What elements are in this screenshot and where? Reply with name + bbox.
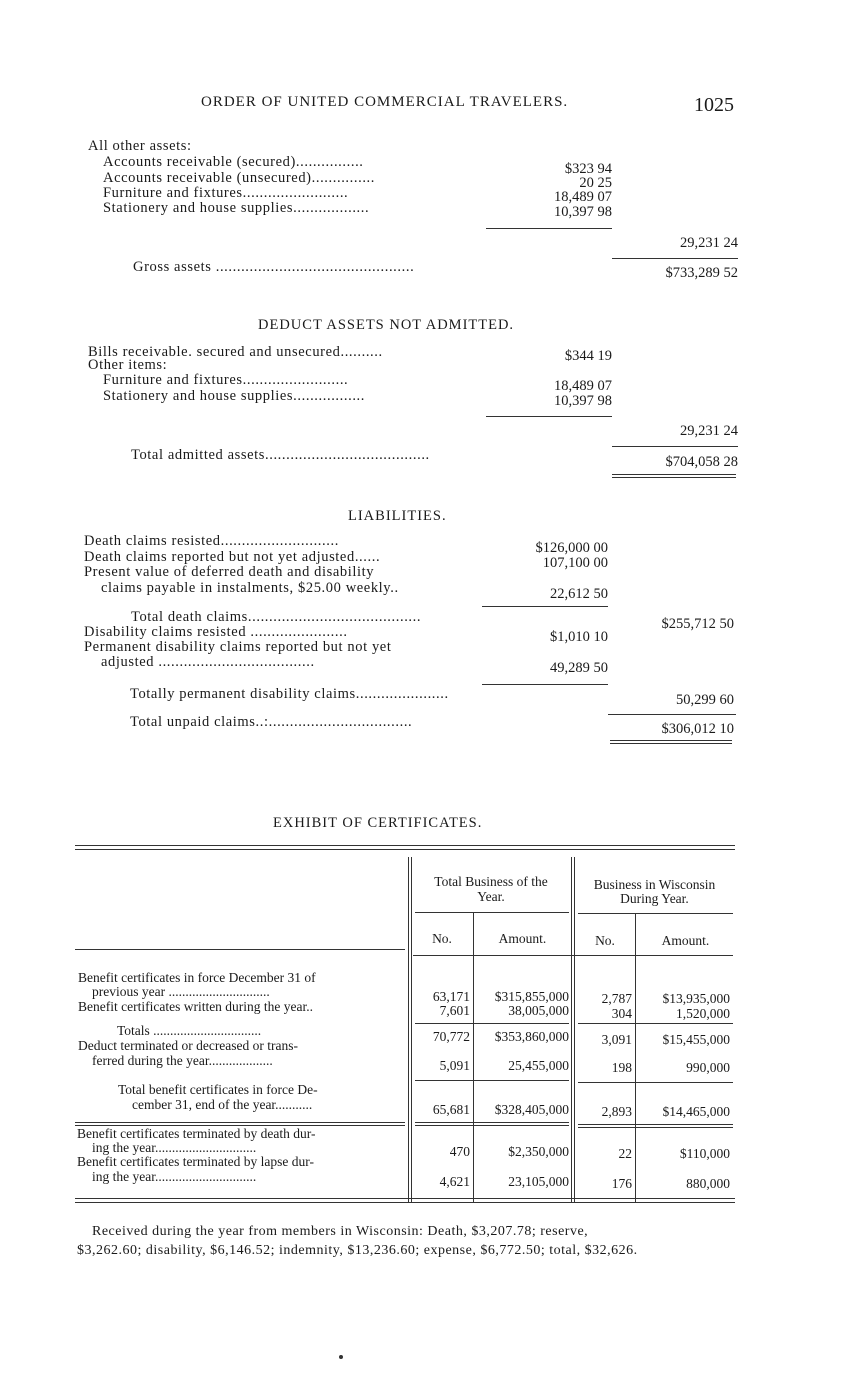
deduct-row-label: Stationery and house supplies................. [103,388,365,404]
bills-receivable-amount: $344 19 [564,348,612,364]
row-label: Benefit certificates terminated by lapse dur- [77,1154,315,1169]
cell-no: 4,621 [439,1174,470,1189]
asset-row-label: Furniture and fixtures......................... [103,185,349,201]
section-rule [578,1124,733,1125]
exhibit-heading: EXHIBIT OF CERTIFICATES. [273,815,483,831]
header-bottom-rule [75,949,405,950]
cell-amount: 23,105,000 [508,1174,569,1189]
death-resisted-amount: $126,000 00 [535,540,608,556]
column-rule [612,446,738,447]
present-value-label: Present value of deferred death and disability [84,564,375,580]
asset-row-amount: 10,397 98 [554,204,612,220]
receipts-note-line1: Received during the year from members in Wisconsin: Death, $3,207.78; reserve, [92,1224,589,1239]
cell-wisconsin-amount: $13,935,000 [662,991,730,1006]
receipts-note-line2: $3,262.60; disability, $6,146.52; indemnity, $13,236.60; expense, $6,772.50; total, $32,626. [77,1243,638,1258]
cell-wisconsin-amount: 880,000 [686,1176,730,1191]
deduct-heading: DEDUCT ASSETS NOT ADMITTED. [258,317,515,333]
header-bottom-rule [413,955,733,956]
cell-amount: 25,455,000 [508,1058,569,1073]
cell-wisconsin-no: 2,893 [601,1104,632,1119]
double-rule [610,740,732,744]
bills-receivable-label: Bills receivable. secured and unsecured.......... [88,344,383,360]
cell-wisconsin-no: 2,787 [601,991,632,1006]
row-label-cont: ing the year.............................. [92,1140,257,1155]
col-header-no: No. [595,933,615,948]
cell-amount: $328,405,000 [494,1102,569,1117]
cell-wisconsin-amount: 1,520,000 [676,1006,730,1021]
row-label: Totals ................................ [117,1023,262,1038]
cell-wisconsin-no: 176 [611,1176,632,1191]
subtotal-rule [415,1080,569,1081]
total-death-value: $255,712 50 [661,616,734,632]
total-death-label: Total death claims......................................... [131,609,422,625]
row-label: Deduct terminated or decreased or trans- [78,1038,299,1053]
double-rule [612,474,736,478]
table-bottom-rule [75,1198,735,1199]
column-rule [612,258,738,259]
subtotal-rule [578,1023,733,1024]
gross-assets-label: Gross assets ............................................... [133,259,415,275]
deduct-row-label: Furniture and fixtures......................... [103,372,349,388]
permanent-disability-label-cont: adjusted ..................................... [101,654,315,670]
deduct-row-amount: 10,397 98 [554,393,612,409]
table-bottom-rule [75,1202,735,1203]
gross-assets-value: $733,289 52 [665,265,738,281]
section-rule [415,1122,569,1123]
col-header-amount: Amount. [498,931,547,946]
column-divider [408,857,409,1202]
cell-wisconsin-amount: $14,465,000 [662,1104,730,1119]
total-unpaid-label: Total unpaid claims..:.................................. [130,714,413,730]
disability-resisted-amount: $1,010 10 [550,629,608,645]
asset-row-amount: 18,489 07 [554,189,612,205]
present-value-amount: 22,612 50 [550,586,608,602]
group-header-total-cont: Year. [477,889,505,904]
scan-speck [339,1355,343,1359]
death-resisted-label: Death claims resisted............................ [84,533,339,549]
deduct-subtotal: 29,231 24 [680,423,738,439]
cell-amount: $353,860,000 [494,1029,569,1044]
present-value-label-cont: claims payable in instalments, $25.00 weekly.. [101,580,399,596]
cell-wisconsin-no: 198 [611,1060,632,1075]
total-unpaid-value: $306,012 10 [661,721,734,737]
cell-wisconsin-amount: 990,000 [686,1060,730,1075]
asset-row-amount: 20 25 [579,175,612,191]
totally-permanent-label: Totally permanent disability claims...................... [130,686,449,702]
cell-amount: 38,005,000 [508,1003,569,1018]
group-header-total: Total Business of the [434,874,548,889]
column-rule [482,684,608,685]
table-top-rule [75,849,735,850]
column-rule [486,416,612,417]
subtotal-rule [415,1023,569,1024]
page-number: 1025 [694,94,734,116]
row-label-cont: ing the year.............................. [92,1169,257,1184]
cell-no: 7,601 [439,1003,470,1018]
asset-row-label: Stationery and house supplies.................. [103,200,370,216]
cell-no: 63,171 [432,989,470,1004]
permanent-disability-amount: 49,289 50 [550,660,608,676]
cell-no: 65,681 [432,1102,470,1117]
death-reported-amount: 107,100 00 [542,555,608,571]
cell-no: 5,091 [439,1058,470,1073]
cell-wisconsin-amount: $110,000 [679,1146,730,1161]
section-rule [415,1125,569,1126]
disability-resisted-label: Disability claims resisted ....................... [84,624,348,640]
death-reported-label: Death claims reported but not yet adjusted...... [84,549,381,565]
asset-row-label: Accounts receivable (secured)................ [103,154,364,170]
col-header-amount: Amount. [661,933,710,948]
section-rule [578,1127,733,1128]
row-label-cont: ferred during the year................... [92,1053,273,1068]
total-admitted-value: $704,058 28 [665,454,738,470]
row-label: Benefit certificates written during the year.. [78,999,314,1014]
column-rule [486,228,612,229]
asset-row-label: Accounts receivable (unsecured)............... [103,170,375,186]
row-label: Benefit certificates terminated by death dur- [77,1126,316,1141]
assets-subtotal: 29,231 24 [680,235,738,251]
row-label: Total benefit certificates in force De- [118,1082,318,1097]
column-rule [482,606,608,607]
cell-no: 70,772 [432,1029,470,1044]
column-divider [571,857,572,1202]
running-title: ORDER OF UNITED COMMERCIAL TRAVELERS. [201,94,569,110]
header-rule [415,912,569,913]
liabilities-heading: LIABILITIES. [348,508,447,524]
cell-wisconsin-no: 304 [611,1006,632,1021]
table-top-rule [75,845,735,846]
total-admitted-label: Total admitted assets....................................... [131,447,430,463]
row-label: Benefit certificates in force December 31 of [78,970,316,985]
cell-amount: $2,350,000 [508,1144,569,1159]
deduct-row-amount: 18,489 07 [554,378,612,394]
cell-wisconsin-amount: $15,455,000 [662,1032,730,1047]
column-rule [608,714,736,715]
row-label-cont: cember 31, end of the year........... [132,1097,313,1112]
cell-wisconsin-no: 22 [618,1146,632,1161]
group-header-wisconsin-cont: During Year. [620,891,689,906]
cell-wisconsin-no: 3,091 [601,1032,632,1047]
col-header-no: No. [432,931,452,946]
totally-permanent-value: 50,299 60 [676,692,734,708]
cell-amount: $315,855,000 [494,989,569,1004]
other-assets-heading: All other assets: [88,138,192,154]
cell-no: 470 [449,1144,470,1159]
header-rule [578,913,733,914]
permanent-disability-label: Permanent disability claims reported but not yet [84,639,392,655]
section-rule [75,1122,405,1123]
asset-row-amount: $323 94 [564,161,612,177]
group-header-wisconsin: Business in Wisconsin [593,877,716,892]
row-label-cont: previous year .............................. [92,984,270,999]
certificates-table [75,845,735,1205]
other-items-heading: Other items: [88,357,168,373]
subtotal-rule [578,1082,733,1083]
